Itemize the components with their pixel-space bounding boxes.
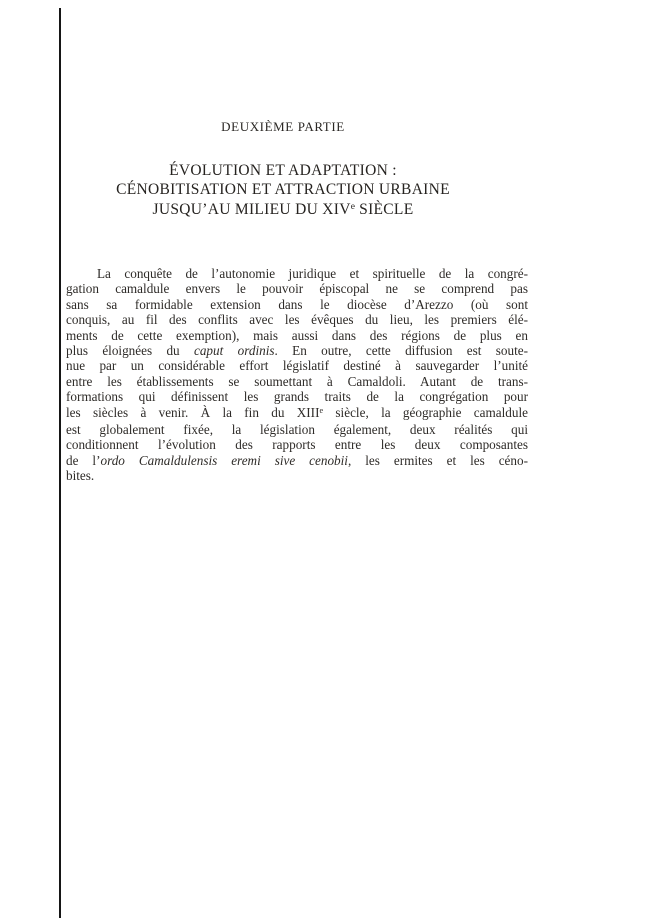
text-segment: nue par un considérable effort législatif destiné à sauvegarder l’unité: [66, 358, 528, 374]
body-paragraph: [66, 266, 528, 484]
text-segment: , les ermites et les céno-: [347, 452, 528, 468]
paragraph-line: [66, 312, 528, 327]
title-line-3-text-end: SIÈCLE: [354, 200, 414, 218]
text-segment: bites.: [66, 468, 95, 484]
text-segment: de l’: [66, 452, 101, 468]
text-segment: conditionnent l’évolution des rapports entre les deux composantes: [66, 437, 528, 453]
paragraph-line: [66, 281, 528, 296]
paragraph-line: [66, 422, 528, 437]
paragraph-line: [66, 453, 528, 468]
text-segment: entre les établissements se soumettant à Camaldoli. Autant de trans-: [66, 373, 528, 389]
text-segment: les siècles à venir. À la fin du XIII: [66, 404, 320, 420]
italic-segment: caput ordinis: [193, 343, 275, 359]
text-segment: gation camaldule envers le pouvoir épiscopal ne se comprend pas: [66, 281, 528, 297]
text-segment: sans sa formidable extension dans le diocèse d’Arezzo (où sont: [66, 296, 528, 312]
text-segment: . En outre, cette diffusion est soute-: [274, 343, 529, 359]
paragraph-line: [66, 328, 528, 343]
paragraph-line: [66, 374, 528, 389]
text-segment: La conquête de l’autonomie juridique et spirituelle de la congré-: [97, 266, 528, 281]
title-line-1: ÉVOLUTION ET ADAPTATION :: [169, 162, 397, 179]
title-line-3-text: JUSQU’AU MILIEU DU XIV: [152, 200, 351, 218]
text-segment: plus éloignées du: [66, 343, 194, 359]
paragraph-line: [66, 297, 528, 312]
text-segment: siècle, la géographie camaldule: [323, 404, 528, 420]
text-segment: ments de cette exemption), mais aussi dans des régions de plus en: [66, 327, 528, 343]
text-segment: conquis, au fil des conflits avec les évêques du lieu, les premiers élé-: [66, 312, 528, 328]
italic-segment: ordo Camaldulensis eremi sive cenobii: [100, 452, 348, 468]
scan-gutter-line: [59, 8, 61, 918]
paragraph-line: [66, 266, 528, 281]
paragraph-line: [66, 358, 528, 373]
text-segment: est globalement fixée, la législation également, deux réalités qui: [66, 422, 528, 438]
text-segment: formations qui définissent les grands traits de la congrégation pour: [66, 389, 528, 405]
paragraph-line: [66, 468, 528, 483]
title-line-2: CÉNOBITISATION ET ATTRACTION URBAINE: [116, 181, 450, 199]
superscript-e: e: [350, 201, 355, 213]
paragraph-line: [66, 437, 528, 452]
chapter-title: [52, 161, 514, 221]
paragraph-line: [66, 343, 528, 358]
part-heading: DEUXIÈME PARTIE: [221, 119, 345, 134]
superscript-e: e: [319, 405, 324, 415]
paragraph-line: [66, 405, 528, 422]
paragraph-line: [66, 389, 528, 404]
title-line-3: [52, 200, 514, 221]
